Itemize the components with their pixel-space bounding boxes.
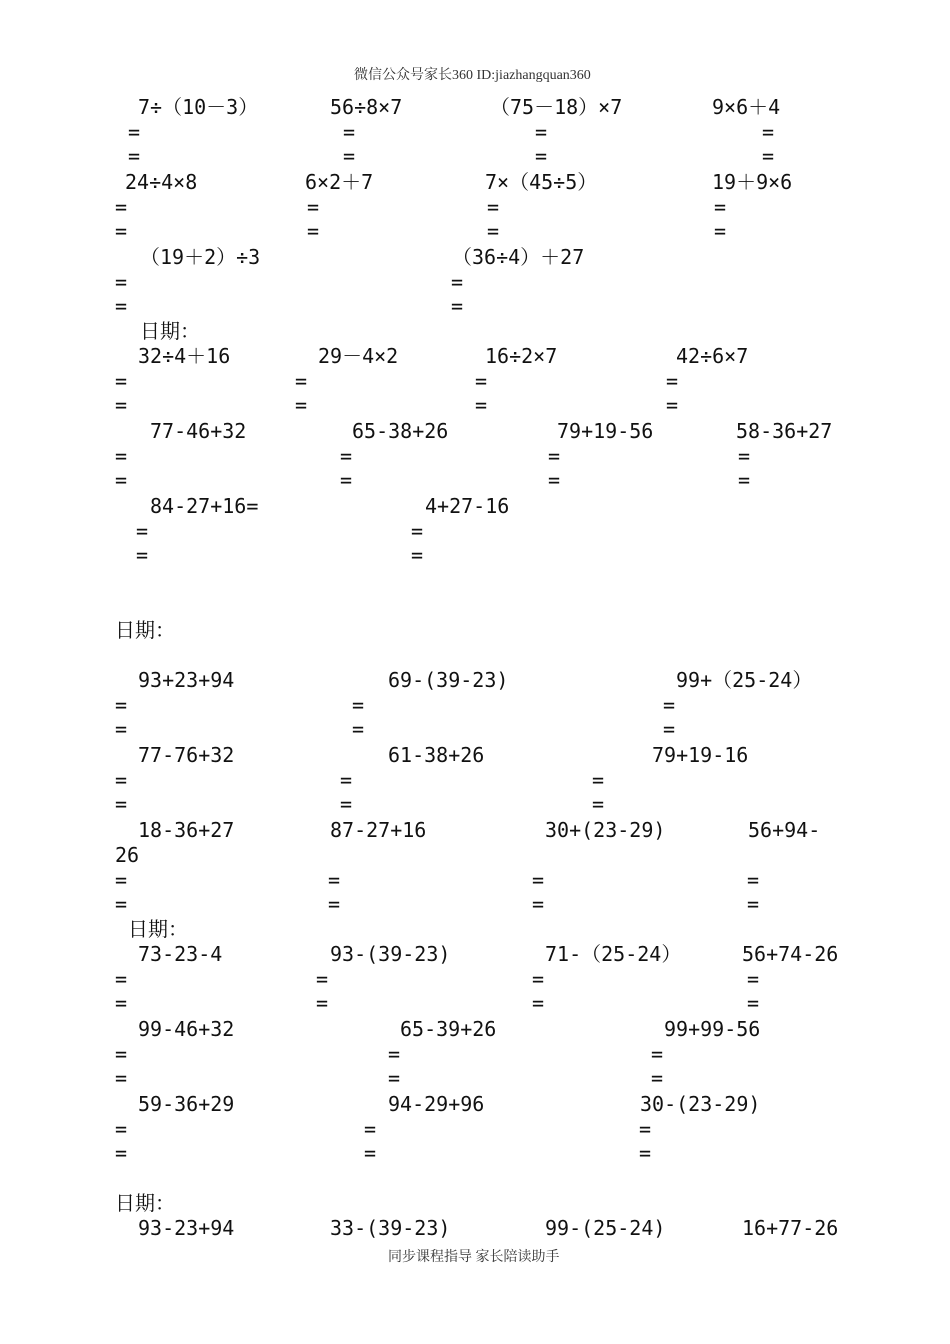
problem: 73-23-4 [138, 942, 223, 966]
equals-line: = [328, 892, 341, 916]
equals-line: = [666, 369, 679, 393]
equals-line: = [747, 892, 760, 916]
equals-line: = [651, 1066, 664, 1090]
problem: 84-27+16= [150, 494, 259, 518]
equals-line: = [666, 393, 679, 417]
problem: 99+（25-24） [676, 668, 813, 692]
problem: 77-46+32 [150, 419, 247, 443]
problem: 65-38+26 [352, 419, 449, 443]
equals-line: = [352, 717, 365, 741]
page-footer: 同步课程指导 家长陪读助手 [388, 1250, 560, 1265]
equals-line: = [451, 270, 464, 294]
equals-line: = [115, 1066, 128, 1090]
problem: 99-46+32 [138, 1017, 235, 1041]
equals-line: = [343, 144, 356, 168]
problem: 16+77-26 [742, 1216, 839, 1240]
problem: 30-(23-29) [640, 1092, 761, 1116]
problem: 6×2＋7 [305, 170, 374, 194]
equals-line: = [128, 144, 141, 168]
problem: 99+99-56 [664, 1017, 761, 1041]
problem: 79+19-16 [652, 743, 749, 767]
problem: 77-76+32 [138, 743, 235, 767]
equals-line: = [532, 991, 545, 1015]
equals-line: = [340, 792, 353, 816]
equals-line: = [475, 393, 488, 417]
equals-line: = [115, 294, 128, 318]
equals-line: = [762, 144, 775, 168]
equals-line: = [535, 144, 548, 168]
equals-line: = [475, 369, 488, 393]
equals-line: = [136, 519, 149, 543]
problem: 56÷8×7 [330, 95, 403, 119]
equals-line: = [364, 1117, 377, 1141]
equals-line: = [548, 468, 561, 492]
equals-line: = [388, 1042, 401, 1066]
problem: 99-(25-24) [545, 1216, 666, 1240]
equals-line: = [592, 792, 605, 816]
equals-line: = [115, 768, 128, 792]
equals-line: = [115, 868, 128, 892]
equals-line: = [747, 991, 760, 1015]
equals-line: = [340, 468, 353, 492]
problem: 79+19-56 [557, 419, 654, 443]
problem: 93-(39-23) [330, 942, 451, 966]
equals-line: = [548, 444, 561, 468]
problem: 19＋9×6 [712, 170, 793, 194]
problem: 56+94- [748, 818, 821, 842]
equals-line: = [747, 967, 760, 991]
equals-line: = [487, 219, 500, 243]
problem: 18-36+27 [138, 818, 235, 842]
problem: 7×（45÷5） [485, 170, 598, 194]
page-header: 微信公众号家长360 ID:jiazhangquan360 [354, 68, 591, 83]
equals-line: = [714, 219, 727, 243]
problem: 30+(23-29) [545, 818, 666, 842]
equals-line: = [747, 868, 760, 892]
problem: 87-27+16 [330, 818, 427, 842]
equals-line: = [115, 1141, 128, 1165]
equals-line: = [115, 369, 128, 393]
equals-line: = [115, 468, 128, 492]
problem: 9×6＋4 [712, 95, 781, 119]
problem: 71-（25-24） [545, 942, 682, 966]
problem: 61-38+26 [388, 743, 485, 767]
equals-line: = [592, 768, 605, 792]
equals-line: = [532, 868, 545, 892]
equals-line: = [115, 1042, 128, 1066]
equals-line: = [639, 1141, 652, 1165]
problem: （75－18）×7 [490, 95, 623, 119]
equals-line: = [115, 1117, 128, 1141]
date-label: 日期： [115, 618, 175, 642]
equals-line: = [316, 991, 329, 1015]
equals-line: = [639, 1117, 652, 1141]
problem: 93-23+94 [138, 1216, 235, 1240]
equals-line: = [128, 120, 141, 144]
equals-line: = [651, 1042, 664, 1066]
date-label: 日期： [140, 319, 200, 343]
equals-line: = [115, 717, 128, 741]
equals-line: = [115, 219, 128, 243]
equals-line: = [364, 1141, 377, 1165]
problem: 24÷4×8 [125, 170, 198, 194]
date-label: 日期： [115, 1191, 175, 1215]
problem: 29－4×2 [318, 344, 399, 368]
problem: 7÷（10－3） [138, 95, 259, 119]
date-label: 日期： [128, 917, 188, 941]
equals-line: = [451, 294, 464, 318]
equals-line: = [340, 444, 353, 468]
equals-line: = [738, 468, 751, 492]
equals-line: = [115, 393, 128, 417]
equals-line: = [663, 717, 676, 741]
equals-line: = [115, 892, 128, 916]
equals-line: = [307, 195, 320, 219]
equals-line: = [115, 792, 128, 816]
problem: 94-29+96 [388, 1092, 485, 1116]
problem: 65-39+26 [400, 1017, 497, 1041]
equals-line: = [738, 444, 751, 468]
equals-line: = [714, 195, 727, 219]
equals-line: = [115, 967, 128, 991]
equals-line: = [115, 444, 128, 468]
problem: （19＋2）÷3 [140, 245, 261, 269]
problem: 32÷4＋16 [138, 344, 231, 368]
equals-line: = [295, 393, 308, 417]
equals-line: = [388, 1066, 401, 1090]
equals-line: = [136, 543, 149, 567]
equals-line: = [411, 519, 424, 543]
equals-line: = [343, 120, 356, 144]
equals-line: = [532, 967, 545, 991]
equals-line: = [115, 991, 128, 1015]
problem: 59-36+29 [138, 1092, 235, 1116]
equals-line: = [115, 195, 128, 219]
equals-line: = [328, 868, 341, 892]
problem: （36÷4）＋27 [452, 245, 585, 269]
problem-continued: 26 [115, 843, 140, 867]
equals-line: = [487, 195, 500, 219]
equals-line: = [307, 219, 320, 243]
equals-line: = [762, 120, 775, 144]
equals-line: = [352, 693, 365, 717]
problem: 69-(39-23) [388, 668, 509, 692]
equals-line: = [115, 270, 128, 294]
equals-line: = [532, 892, 545, 916]
problem: 42÷6×7 [676, 344, 749, 368]
equals-line: = [535, 120, 548, 144]
problem: 58-36+27 [736, 419, 833, 443]
problem: 4+27-16 [425, 494, 510, 518]
problem: 16÷2×7 [485, 344, 558, 368]
equals-line: = [316, 967, 329, 991]
equals-line: = [411, 543, 424, 567]
problem: 56+74-26 [742, 942, 839, 966]
problem: 33-(39-23) [330, 1216, 451, 1240]
equals-line: = [663, 693, 676, 717]
equals-line: = [295, 369, 308, 393]
problem: 93+23+94 [138, 668, 235, 692]
equals-line: = [340, 768, 353, 792]
equals-line: = [115, 693, 128, 717]
